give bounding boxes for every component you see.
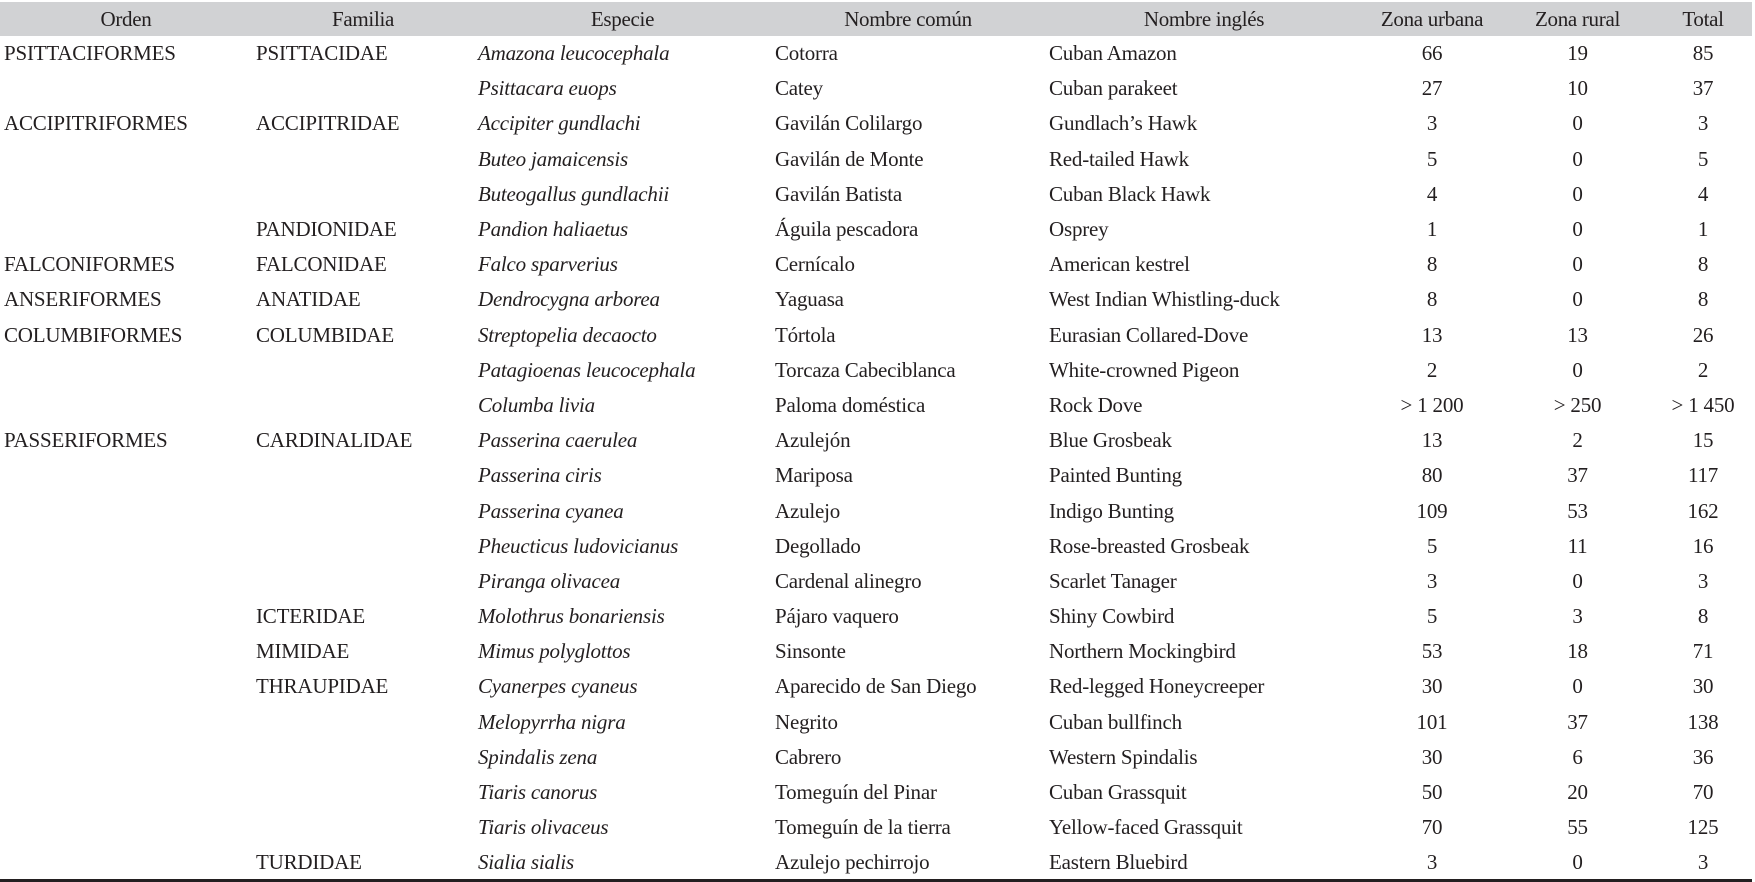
cell-especie: Pandion haliaetus (478, 217, 629, 242)
cell-orden (0, 740, 252, 775)
cell-familia: FALCONIDAE (256, 252, 387, 277)
cell-zona-urbana: 30 (1421, 744, 1443, 769)
cell-familia (252, 775, 474, 810)
cell-familia: MIMIDAE (256, 639, 350, 664)
cell-familia: TURDIDAE (252, 845, 474, 880)
cell-orden: PSITTACIFORMES (4, 41, 176, 66)
cell-total: 36 (1692, 744, 1714, 769)
cell-zona-urbana: 70 (1421, 815, 1443, 840)
cell-total: 117 (1687, 463, 1719, 488)
cell-nombre-ingles: Gundlach’s Hawk (1049, 111, 1198, 136)
cell-orden (0, 177, 252, 212)
header-especie: Especie (590, 6, 655, 31)
cell-familia (252, 810, 474, 845)
cell-zona-rural: 10 (1567, 76, 1588, 101)
cell-total: 2 (1697, 357, 1709, 382)
cell-familia: COLUMBIDAE (256, 322, 394, 347)
cell-zona-urbana: > 1 200 (1400, 392, 1464, 417)
cell-familia: THRAUPIDAE (256, 674, 389, 699)
cell-zona-rural: 0 (1572, 252, 1583, 277)
cell-nombre-ingles: Northern Mockingbird (1049, 639, 1236, 664)
cell-zona-rural: 19 (1567, 41, 1588, 66)
cell-orden (0, 634, 252, 669)
cell-zona-urbana: 2 (1426, 357, 1438, 382)
cell-familia: ANATIDAE (256, 287, 361, 312)
cell-zona-rural: 0 (1572, 287, 1583, 312)
cell-familia (252, 458, 474, 493)
cell-especie: Passerina ciris (478, 463, 602, 488)
table-row (0, 634, 1752, 669)
cell-nombre-comun: Catey (775, 76, 823, 101)
cell-especie: Melopyrrha nigra (478, 709, 626, 734)
cell-orden (0, 669, 252, 704)
cell-especie: Tiaris olivaceus (478, 815, 609, 840)
cell-orden (0, 705, 252, 740)
table-row (0, 845, 1752, 880)
cell-zona-urbana: 5 (1426, 146, 1438, 171)
cell-total: 37 (1692, 76, 1714, 101)
cell-nombre-ingles: Western Spindalis (1049, 744, 1198, 769)
table-row (0, 247, 1752, 282)
cell-especie: Patagioenas leucocephala (478, 357, 696, 382)
cell-especie: Columba livia (478, 392, 595, 417)
cell-especie: Molothrus bonariensis (478, 604, 665, 629)
cell-zona-urbana: 3 (1426, 568, 1438, 593)
cell-familia (252, 705, 474, 740)
cell-nombre-comun: Cotorra (775, 41, 838, 66)
cell-nombre-comun: Cardenal alinegro (775, 568, 922, 593)
cell-orden (0, 529, 252, 564)
cell-especie: Mimus polyglottos (478, 639, 631, 664)
cell-orden: ANSERIFORMES (4, 287, 162, 312)
cell-nombre-comun: Cabrero (775, 744, 842, 769)
cell-nombre-ingles: Osprey (1049, 217, 1109, 242)
cell-nombre-comun: Azulejo (775, 498, 841, 523)
cell-familia: ACCIPITRIDAE (256, 111, 400, 136)
cell-nombre-ingles: Red-tailed Hawk (1049, 146, 1189, 171)
table-row (0, 423, 1752, 458)
cell-nombre-ingles: Cuban Grassquit (1049, 780, 1187, 805)
cell-zona-rural: 13 (1567, 322, 1588, 347)
header-zona-rural: Zona rural (1534, 6, 1621, 31)
cell-nombre-comun: Yaguasa (775, 287, 844, 312)
table-row (0, 212, 1752, 247)
cell-total: 8 (1697, 604, 1709, 629)
cell-total: > 1 450 (1671, 392, 1735, 417)
cell-nombre-ingles: Cuban bullfinch (1049, 709, 1182, 734)
table-row (0, 458, 1752, 493)
cell-orden (0, 71, 252, 106)
table-row (0, 740, 1752, 775)
cell-nombre-comun: Gavilán Batista (775, 181, 903, 206)
cell-nombre-comun: Azulejo pechirrojo (771, 845, 1045, 880)
cell-zona-urbana: 101 (1416, 709, 1448, 734)
cell-total: 70 (1692, 780, 1714, 805)
cell-especie: Buteogallus gundlachii (478, 181, 669, 206)
cell-nombre-comun: Paloma doméstica (775, 392, 926, 417)
cell-zona-urbana: 5 (1426, 604, 1438, 629)
table-header (0, 2, 1752, 36)
cell-zona-urbana: 8 (1426, 252, 1438, 277)
cell-familia (252, 564, 474, 599)
cell-orden (0, 599, 252, 634)
cell-orden (0, 353, 252, 388)
cell-zona-urbana: 50 (1421, 780, 1443, 805)
table-body (0, 36, 1752, 881)
cell-nombre-comun: Mariposa (775, 463, 853, 488)
cell-zona-urbana: 4 (1426, 181, 1438, 206)
cell-especie: Sialia sialis (474, 845, 771, 880)
cell-familia (252, 353, 474, 388)
cell-zona-rural: 37 (1567, 463, 1588, 488)
table-row (0, 353, 1752, 388)
cell-zona-rural: 18 (1567, 639, 1588, 664)
cell-zona-rural: 6 (1572, 744, 1583, 769)
table-row (0, 493, 1752, 528)
cell-nombre-ingles: White-crowned Pigeon (1049, 357, 1240, 382)
cell-zona-urbana: 13 (1421, 322, 1443, 347)
header-orden: Orden (100, 6, 152, 31)
cell-total: 16 (1692, 533, 1714, 558)
table-row (0, 599, 1752, 634)
bird-species-table (0, 2, 1752, 882)
cell-orden: ACCIPITRIFORMES (4, 111, 188, 136)
cell-total: 3 (1697, 568, 1709, 593)
cell-especie: Dendrocygna arborea (478, 287, 660, 312)
cell-total: 162 (1687, 498, 1719, 523)
cell-zona-rural: 0 (1572, 674, 1583, 699)
cell-familia (252, 388, 474, 423)
cell-orden (0, 212, 252, 247)
cell-familia (252, 493, 474, 528)
cell-familia (252, 177, 474, 212)
cell-zona-urbana: 30 (1421, 674, 1443, 699)
cell-nombre-ingles: Blue Grosbeak (1049, 428, 1172, 453)
cell-nombre-comun: Sinsonte (775, 639, 846, 664)
cell-total: 4 (1697, 181, 1709, 206)
cell-total: 8 (1697, 252, 1709, 277)
table-row (0, 36, 1752, 71)
cell-nombre-ingles: Cuban Amazon (1049, 41, 1177, 66)
cell-familia (252, 740, 474, 775)
cell-nombre-ingles: Yellow-faced Grassquit (1049, 815, 1243, 840)
cell-orden (0, 775, 252, 810)
cell-nombre-comun: Degollado (775, 533, 861, 558)
cell-total: 30 (1692, 674, 1714, 699)
cell-zona-urbana: 3 (1426, 111, 1438, 136)
cell-familia: PSITTACIDAE (256, 41, 388, 66)
cell-orden: FALCONIFORMES (4, 252, 175, 277)
cell-especie: Passerina cyanea (478, 498, 624, 523)
cell-total: 26 (1692, 322, 1714, 347)
cell-nombre-comun: Águila pescadora (775, 217, 919, 242)
cell-especie: Accipiter gundlachi (478, 111, 641, 136)
cell-nombre-ingles: American kestrel (1049, 252, 1190, 277)
table-row (0, 318, 1752, 353)
table-row (0, 282, 1752, 317)
cell-zona-urbana: 8 (1426, 287, 1438, 312)
cell-zona-urbana: 27 (1421, 76, 1443, 101)
cell-nombre-comun: Tomeguín de la tierra (775, 815, 951, 840)
header-zona-urbana: Zona urbana (1380, 6, 1484, 31)
table-row (0, 142, 1752, 177)
table-row (0, 529, 1752, 564)
cell-zona-urbana: 3 (1363, 845, 1501, 880)
table-row (0, 705, 1752, 740)
cell-total: 3 (1654, 845, 1752, 880)
cell-familia: ICTERIDAE (256, 604, 366, 629)
cell-orden: COLUMBIFORMES (4, 322, 183, 347)
cell-nombre-ingles: Indigo Bunting (1049, 498, 1174, 523)
cell-especie: Spindalis zena (478, 744, 598, 769)
header-total: Total (1682, 6, 1724, 31)
cell-especie: Tiaris canorus (478, 780, 598, 805)
cell-zona-rural: 2 (1572, 428, 1583, 453)
cell-zona-rural: 0 (1501, 845, 1654, 880)
table-row (0, 669, 1752, 704)
cell-orden (0, 458, 252, 493)
cell-nombre-ingles: Shiny Cowbird (1049, 604, 1175, 629)
table-row (0, 564, 1752, 599)
cell-especie: Pheucticus ludovicianus (478, 533, 679, 558)
cell-especie: Falco sparverius (478, 252, 618, 277)
cell-zona-rural: > 250 (1553, 392, 1602, 417)
cell-especie: Psittacara euops (478, 76, 617, 101)
cell-familia (252, 71, 474, 106)
cell-total: 1 (1697, 217, 1709, 242)
cell-nombre-ingles: Eurasian Collared-Dove (1049, 322, 1249, 347)
cell-nombre-ingles: Cuban Black Hawk (1049, 181, 1211, 206)
cell-nombre-comun: Tomeguín del Pinar (775, 780, 937, 805)
cell-total: 3 (1697, 111, 1709, 136)
cell-zona-urbana: 1 (1426, 217, 1438, 242)
cell-nombre-ingles: West Indian Whistling-duck (1049, 287, 1280, 312)
cell-zona-rural: 0 (1572, 181, 1583, 206)
cell-zona-urbana: 109 (1416, 498, 1448, 523)
cell-zona-urbana: 66 (1421, 41, 1443, 66)
cell-especie: Amazona leucocephala (478, 41, 670, 66)
cell-total: 138 (1687, 709, 1719, 734)
cell-nombre-ingles: Rock Dove (1049, 392, 1143, 417)
table-row (0, 388, 1752, 423)
cell-zona-rural: 3 (1572, 604, 1583, 629)
cell-especie: Cyanerpes cyaneus (478, 674, 638, 699)
table-row (0, 106, 1752, 141)
cell-familia: PANDIONIDAE (256, 217, 397, 242)
cell-familia (252, 142, 474, 177)
cell-zona-urbana: 5 (1426, 533, 1438, 558)
cell-total: 8 (1697, 287, 1709, 312)
cell-nombre-comun: Gavilán de Monte (775, 146, 924, 171)
table-row (0, 775, 1752, 810)
cell-nombre-ingles: Painted Bunting (1049, 463, 1182, 488)
header-nombre-comun: Nombre común (844, 6, 972, 31)
cell-total: 15 (1692, 428, 1714, 453)
cell-orden (0, 142, 252, 177)
cell-zona-rural: 0 (1572, 357, 1583, 382)
cell-total: 85 (1692, 41, 1714, 66)
cell-nombre-comun: Cernícalo (775, 252, 855, 277)
header-row (0, 2, 1752, 36)
table-row (0, 177, 1752, 212)
cell-zona-rural: 53 (1567, 498, 1588, 523)
cell-nombre-ingles: Scarlet Tanager (1049, 568, 1177, 593)
cell-orden (0, 810, 252, 845)
cell-familia (252, 529, 474, 564)
cell-zona-rural: 20 (1567, 780, 1588, 805)
header-familia: Familia (331, 6, 395, 31)
cell-nombre-ingles: Rose-breasted Grosbeak (1049, 533, 1250, 558)
cell-zona-urbana: 80 (1421, 463, 1443, 488)
cell-especie: Piranga olivacea (478, 568, 621, 593)
cell-nombre-ingles: Cuban parakeet (1049, 76, 1178, 101)
cell-orden (0, 388, 252, 423)
cell-zona-rural: 0 (1572, 568, 1583, 593)
cell-total: 125 (1687, 815, 1719, 840)
cell-zona-rural: 11 (1567, 533, 1588, 558)
cell-zona-rural: 0 (1572, 111, 1583, 136)
cell-zona-rural: 37 (1567, 709, 1588, 734)
cell-nombre-ingles: Eastern Bluebird (1045, 845, 1363, 880)
cell-orden (0, 845, 252, 880)
cell-orden: PASSERIFORMES (4, 428, 168, 453)
cell-especie: Streptopelia decaocto (478, 322, 657, 347)
table-row (0, 71, 1752, 106)
cell-orden (0, 564, 252, 599)
cell-nombre-comun: Torcaza Cabeciblanca (775, 357, 956, 382)
cell-nombre-comun: Tórtola (775, 322, 836, 347)
cell-zona-urbana: 13 (1421, 428, 1443, 453)
cell-nombre-comun: Aparecido de San Diego (775, 674, 977, 699)
cell-zona-rural: 0 (1572, 146, 1583, 171)
cell-nombre-ingles: Red-legged Honeycreeper (1049, 674, 1265, 699)
header-nombre-ingles: Nombre inglés (1143, 6, 1265, 31)
cell-nombre-comun: Gavilán Colilargo (775, 111, 923, 136)
cell-nombre-comun: Azulejón (775, 428, 851, 453)
cell-zona-rural: 0 (1572, 217, 1583, 242)
cell-zona-urbana: 53 (1421, 639, 1443, 664)
cell-nombre-comun: Pájaro vaquero (775, 604, 899, 629)
cell-total: 5 (1697, 146, 1709, 171)
cell-familia: CARDINALIDAE (256, 428, 413, 453)
cell-zona-rural: 55 (1567, 815, 1588, 840)
table-row (0, 810, 1752, 845)
cell-total: 71 (1692, 639, 1714, 664)
cell-especie: Buteo jamaicensis (478, 146, 628, 171)
cell-orden (0, 493, 252, 528)
cell-nombre-comun: Negrito (775, 709, 838, 734)
cell-especie: Passerina caerulea (478, 428, 638, 453)
